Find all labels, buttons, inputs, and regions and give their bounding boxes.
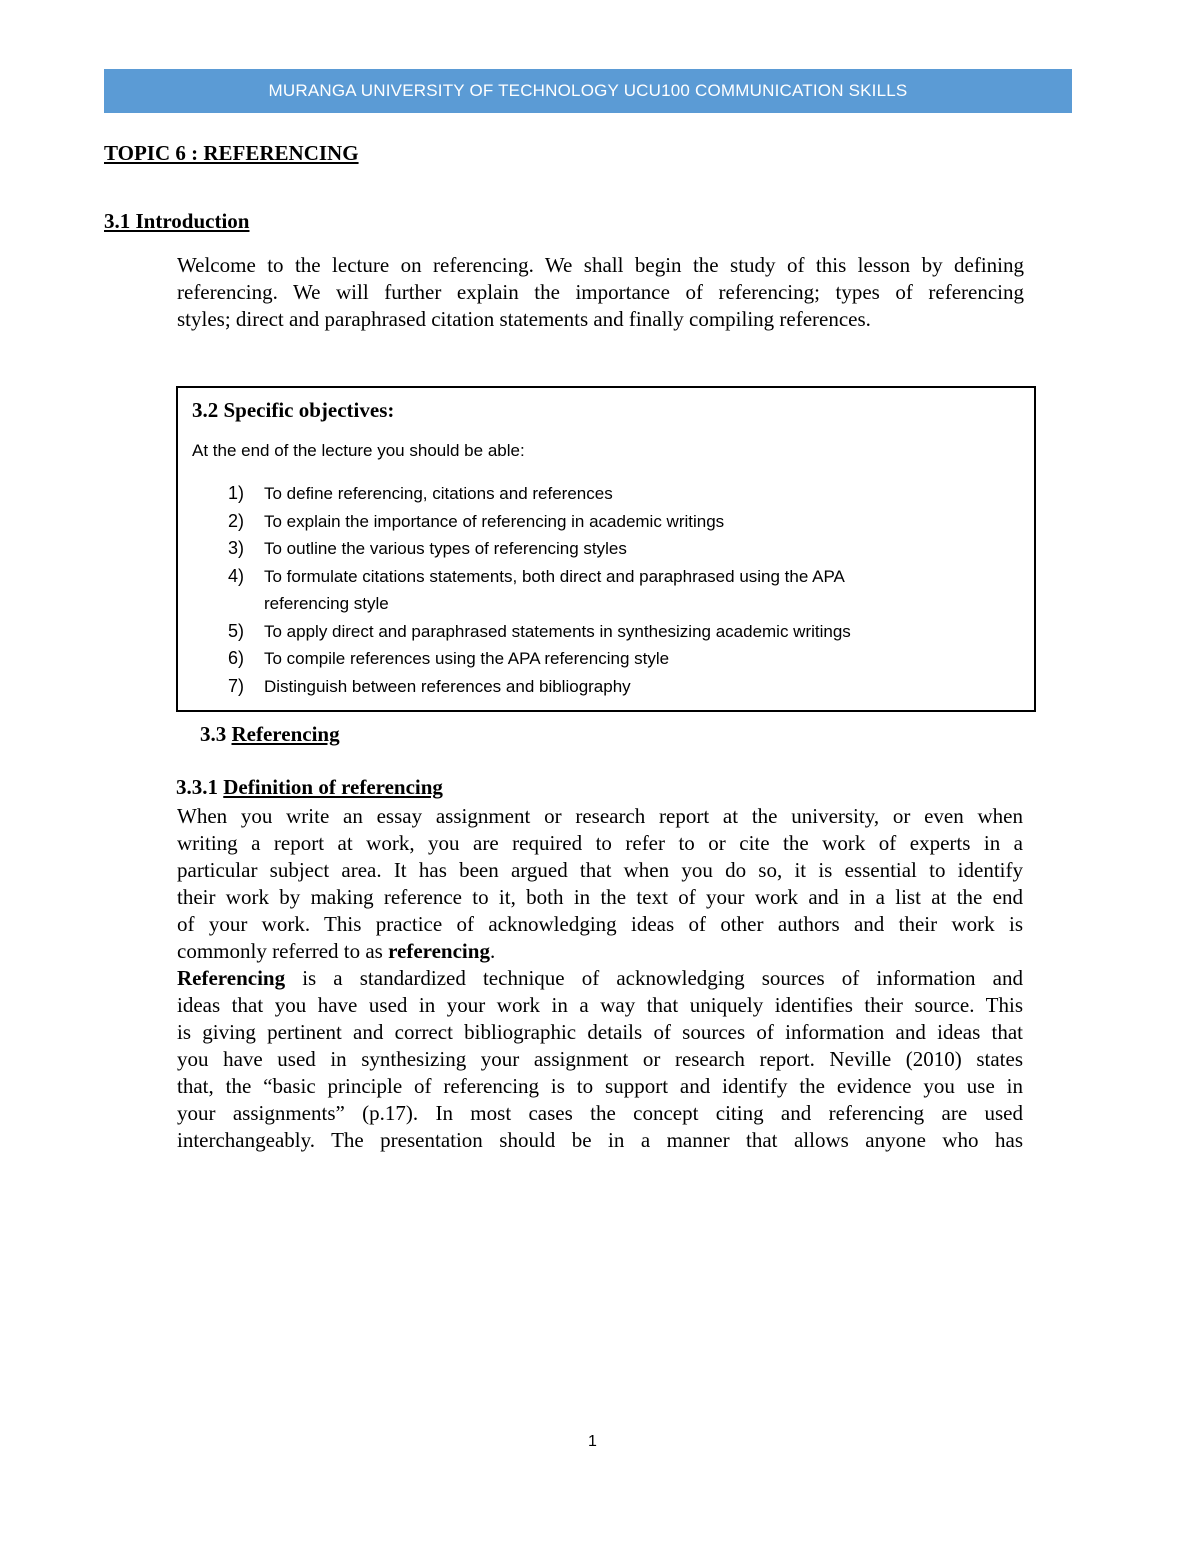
body-line: of your work. This practice of acknowledging ideas of other authors and their work is (177, 912, 1023, 936)
objective-number: 2) (228, 510, 245, 531)
intro-line: styles; direct and paraphrased citation statements and finally compiling references. (177, 307, 871, 331)
intro-heading: 3.1 Introduction (104, 209, 250, 233)
body-text: is a standardized technique of acknowledging sources of information and (285, 966, 1023, 990)
body-line: your assignments” (p.17). In most cases the concept citing and referencing are used (177, 1101, 1023, 1125)
objectives-heading: 3.2 Specific objectives: (192, 398, 395, 422)
body-line: their work by making reference to it, both in the text of your work and in a list at the end (177, 885, 1023, 909)
body-line: that, the “basic principle of referencing is to support and identify the evidence you use in (177, 1074, 1023, 1098)
body-line: interchangeably. The presentation should be in a manner that allows anyone who has (177, 1128, 1023, 1152)
objective-number: 1) (228, 483, 245, 503)
body-line: ideas that you have used in your work in a way that uniquely identifies their source. This (177, 993, 1023, 1017)
body-line (177, 938, 1023, 965)
objective-number: 7) (228, 675, 245, 696)
body-line: you have used in synthesizing your assignment or research report. Neville (2010) states (177, 1047, 1023, 1071)
objective-item (192, 645, 851, 673)
objectives-box (176, 386, 1036, 712)
body-line (177, 965, 1023, 992)
intro-line: Welcome to the lecture on referencing. We shall begin the study of this lesson by defining (177, 253, 1024, 277)
objective-item (192, 508, 851, 536)
objective-item (192, 673, 851, 701)
objective-text: To outline the various types of referencing styles (264, 539, 627, 558)
running-header (104, 69, 1072, 113)
objective-number: 3) (228, 538, 245, 558)
objective-text: To compile references using the APA referencing style (264, 649, 670, 668)
objective-number: 5) (228, 620, 245, 641)
topic-title: TOPIC 6 : REFERENCING (104, 141, 359, 165)
objective-item (192, 480, 851, 508)
intro-paragraph (177, 252, 1024, 333)
objective-text: To define referencing, citations and references (264, 484, 613, 503)
objective-number: 4) (228, 565, 245, 586)
body-line: writing a report at work, you are required to refer to or cite the work of experts in a (177, 831, 1023, 855)
section-number: 3.3 (200, 722, 232, 746)
objective-number: 6) (228, 648, 245, 668)
objectives-intro: At the end of the lecture you should be able: (192, 441, 525, 460)
body-line: particular subject area. It has been argued that when you do so, it is essential to identify (177, 858, 1023, 882)
body-text: . (489, 939, 496, 963)
section-title: Definition of referencing (223, 775, 443, 799)
term-referencing: referencing (388, 939, 490, 963)
subsection-heading-definition (176, 775, 443, 800)
objective-text: To apply direct and paraphrased statements in synthesizing academic writings (264, 621, 851, 641)
objective-text: Distinguish between references and bibliography (264, 676, 631, 696)
body-text: commonly referred to as (177, 939, 389, 963)
objective-item (192, 563, 851, 618)
objective-item (192, 535, 851, 563)
objective-text: To explain the importance of referencing in academic writings (264, 511, 725, 531)
section-title: Referencing (231, 722, 340, 746)
page-number: 1 (588, 1433, 597, 1450)
running-header-text: MURANGA UNIVERSITY OF TECHNOLOGY UCU100 COMMUNICATION SKILLS (268, 81, 908, 100)
intro-line: referencing. We will further explain the importance of referencing; types of referencing (177, 280, 1024, 304)
objectives-list (192, 480, 851, 700)
definition-paragraph (177, 803, 1023, 1154)
section-number: 3.3.1 (176, 775, 224, 799)
objective-item (192, 618, 851, 646)
term-referencing: Referencing (177, 966, 286, 990)
objective-text: To formulate citations statements, both direct and paraphrased using the APA (264, 566, 845, 586)
body-line: When you write an essay assignment or research report at the university, or even when (177, 804, 1023, 828)
body-line: is giving pertinent and correct bibliographic details of sources of information and ideas that (177, 1020, 1023, 1044)
section-heading-referencing (200, 722, 340, 747)
objective-text-continued: referencing style (264, 594, 389, 613)
